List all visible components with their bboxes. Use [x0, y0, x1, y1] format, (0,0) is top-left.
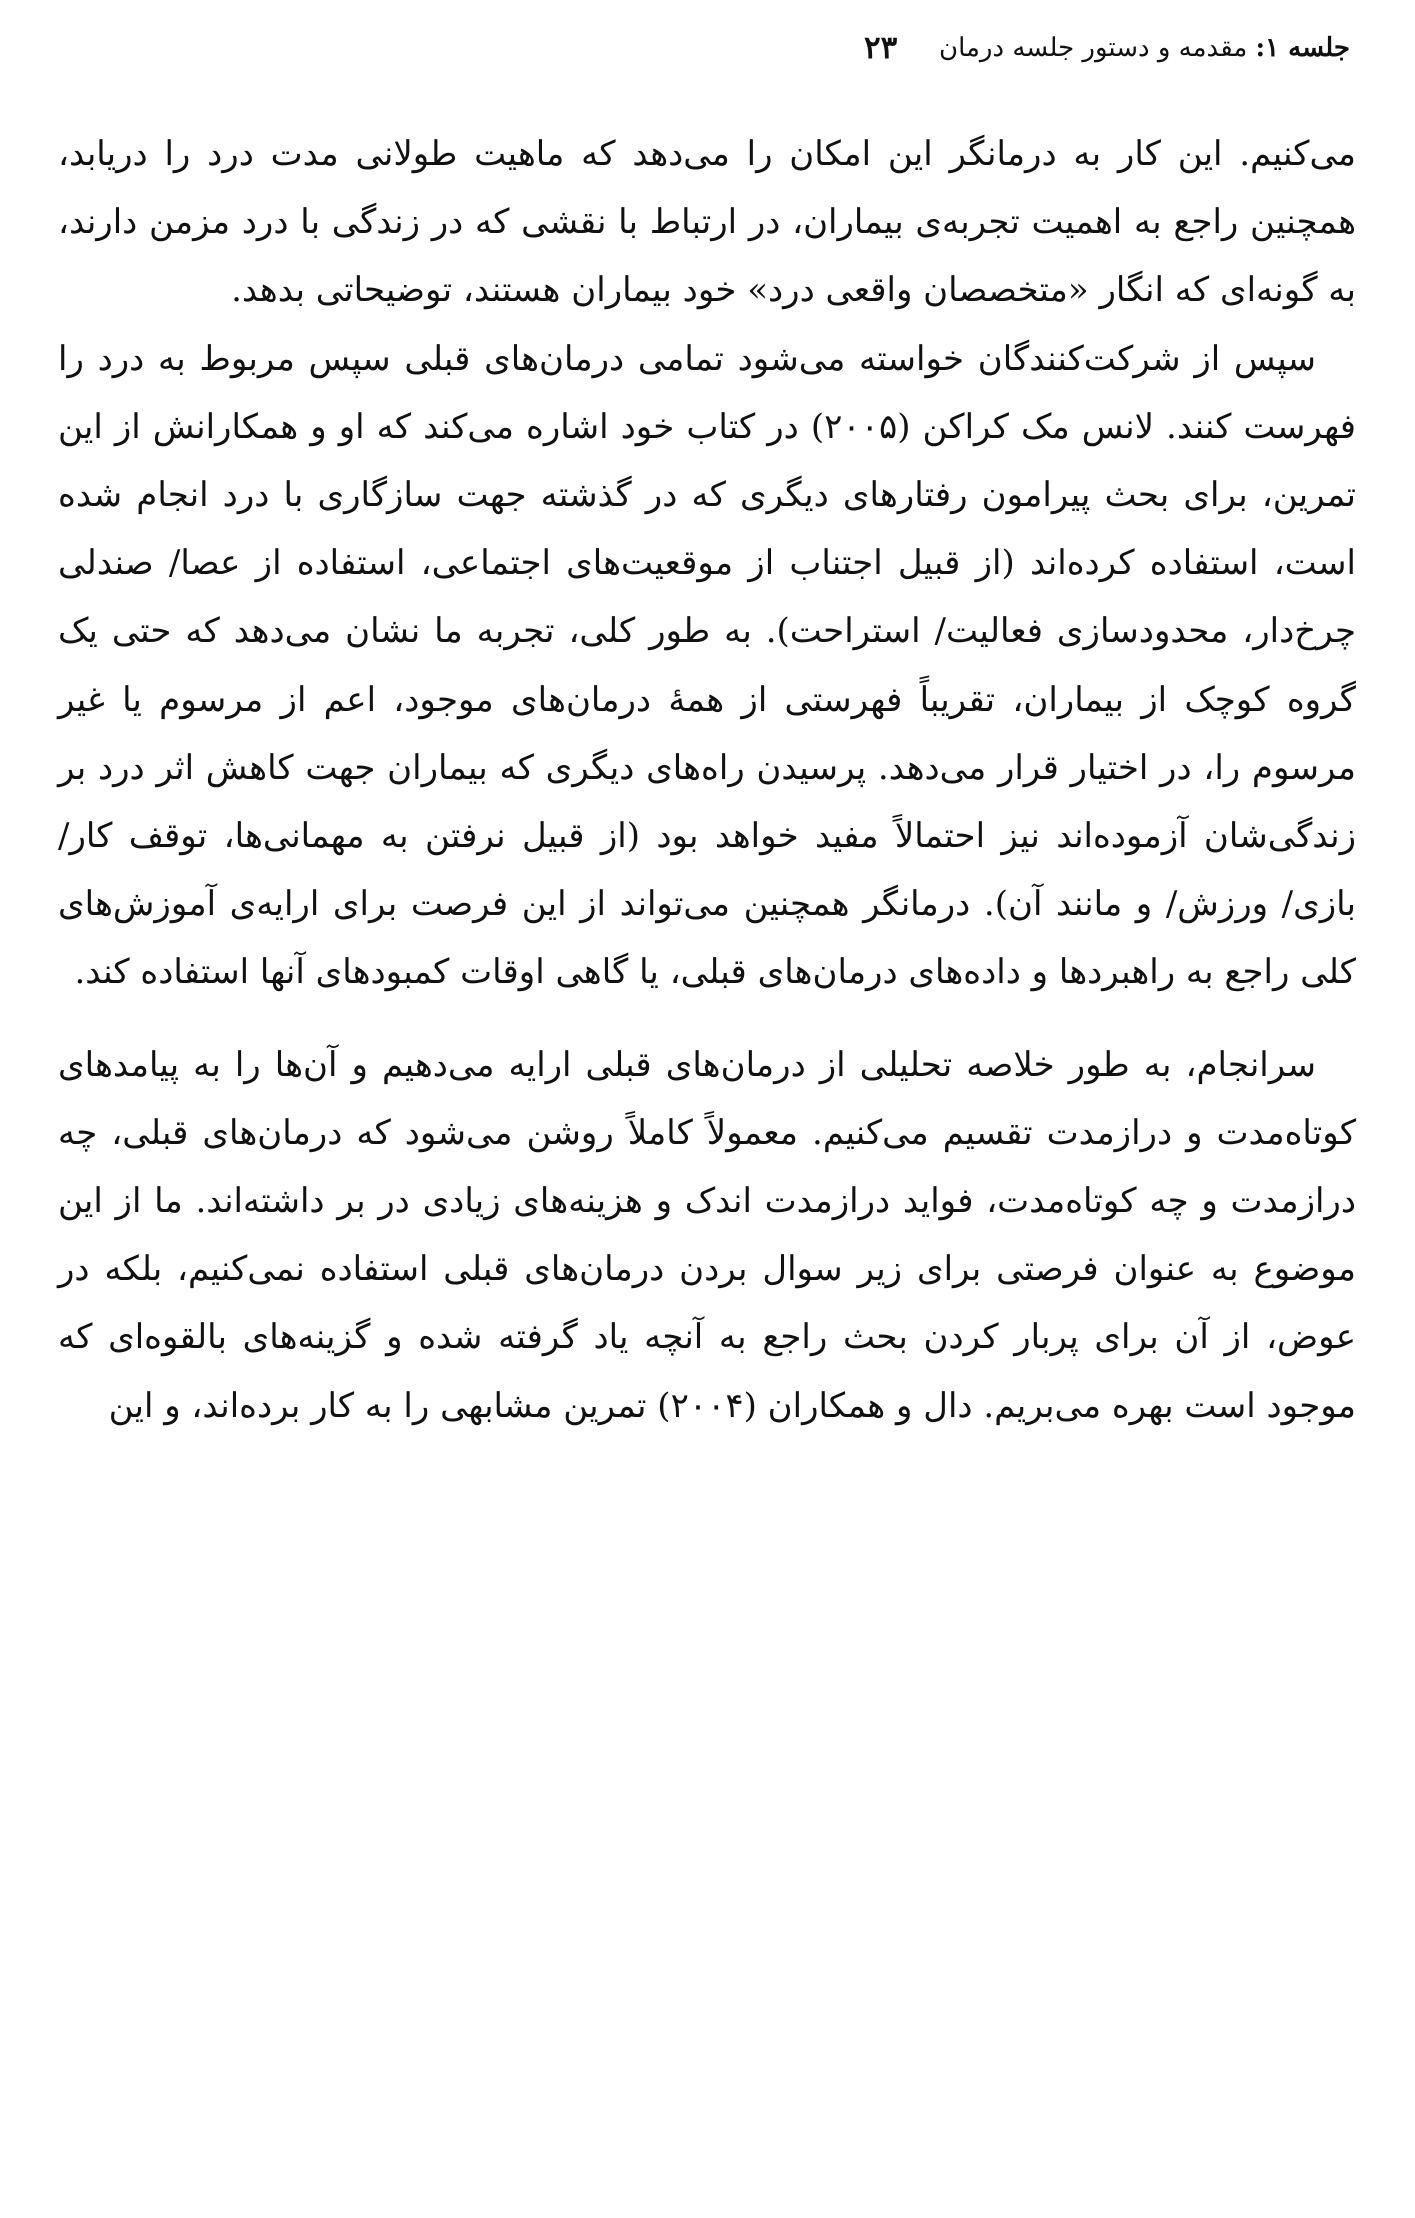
paragraph-3: سرانجام، به طور خلاصه تحلیلی از درمان‌های قبلی ارایه می‌دهیم و آن‌ها را به پیامدهای کوتاه‌مدت و درازمدت تقسیم می‌کنیم. معمولاً کاملاً روشن می‌شود که درمان‌های قبلی، چه درازمدت و چه کوتاه‌مدت، فواید درازمدت اندک و هزینه‌های زیادی در بر داشته‌اند. ما از این موضوع به عنوان فرصتی برای زیر سوال بردن درمان‌های قبلی استفاده نمی‌کنیم، بلکه در عوض، از آن برای پربار کردن بحث راجع به آنچه یاد گرفته شده و گزینه‌های بالقوه‌ای که موجود است بهره می‌بریم. دال و همکاران (۲۰۰۴) تمرین مشابهی را به کار برده‌اند، و این	[58, 1044, 1356, 1426]
running-header	[54, 28, 1354, 72]
page-number: ۲۳	[864, 30, 898, 66]
paragraph-2: سپس از شرکت‌کنندگان خواسته می‌شود تمامی درمان‌های قبلی سپس مربوط به درد را فهرست کنند. لانس مک کراکن (۲۰۰۵) در کتاب خود اشاره می‌کند که او و همکارانش از این تمرین، برای بحث پیرامون رفتارهای دیگری که در گذشته جهت سازگاری با درد انجام شده است، استفاده کرده‌اند (از قبیل اجتناب از موقعیت‌های اجتماعی، استفاده از عصا/ صندلی چرخ‌دار، محدودسازی فعالیت/ استراحت). به طور کلی، تجربه ما نشان می‌دهد که حتی یک گروه کوچک از بیماران، تقریباً فهرستی از همهٔ درمان‌های موجود، اعم از مرسوم یا غیر مرسوم را، در اختیار قرار می‌دهد. پرسیدن راه‌های دیگری که بیماران جهت کاهش اثر درد بر زندگی‌شان آزموده‌اند نیز احتمالاً مفید خواهد بود (از قبیل نرفتن به مهمانی‌ها، توقف کار/ بازی/ ورزش/ و مانند آن). درمانگر همچنین می‌تواند از این فرصت برای ارایه‌ی آموزش‌های کلی راجع به راهبردها و داده‌های درمان‌های قبلی، یا گاهی اوقات کمبودهای آنها استفاده کند.	[58, 338, 1356, 993]
session-label: جلسه ۱:	[1255, 33, 1350, 63]
chapter-title	[939, 28, 1350, 68]
body-text	[58, 120, 1356, 1440]
paragraph-1: می‌کنیم. این کار به درمانگر این امکان را می‌دهد که ماهیت طولانی مدت درد را دریابد، همچنین راجع به اهمیت تجربه‌ی بیماران، در ارتباط با نقشی که در زندگی با درد مزمن دارند، به گونه‌ای که انگار «متخصصان واقعی درد» خود بیماران هستند، توضیحاتی بدهد.	[58, 134, 1356, 311]
session-title: مقدمه و دستور جلسه درمان	[938, 33, 1248, 63]
